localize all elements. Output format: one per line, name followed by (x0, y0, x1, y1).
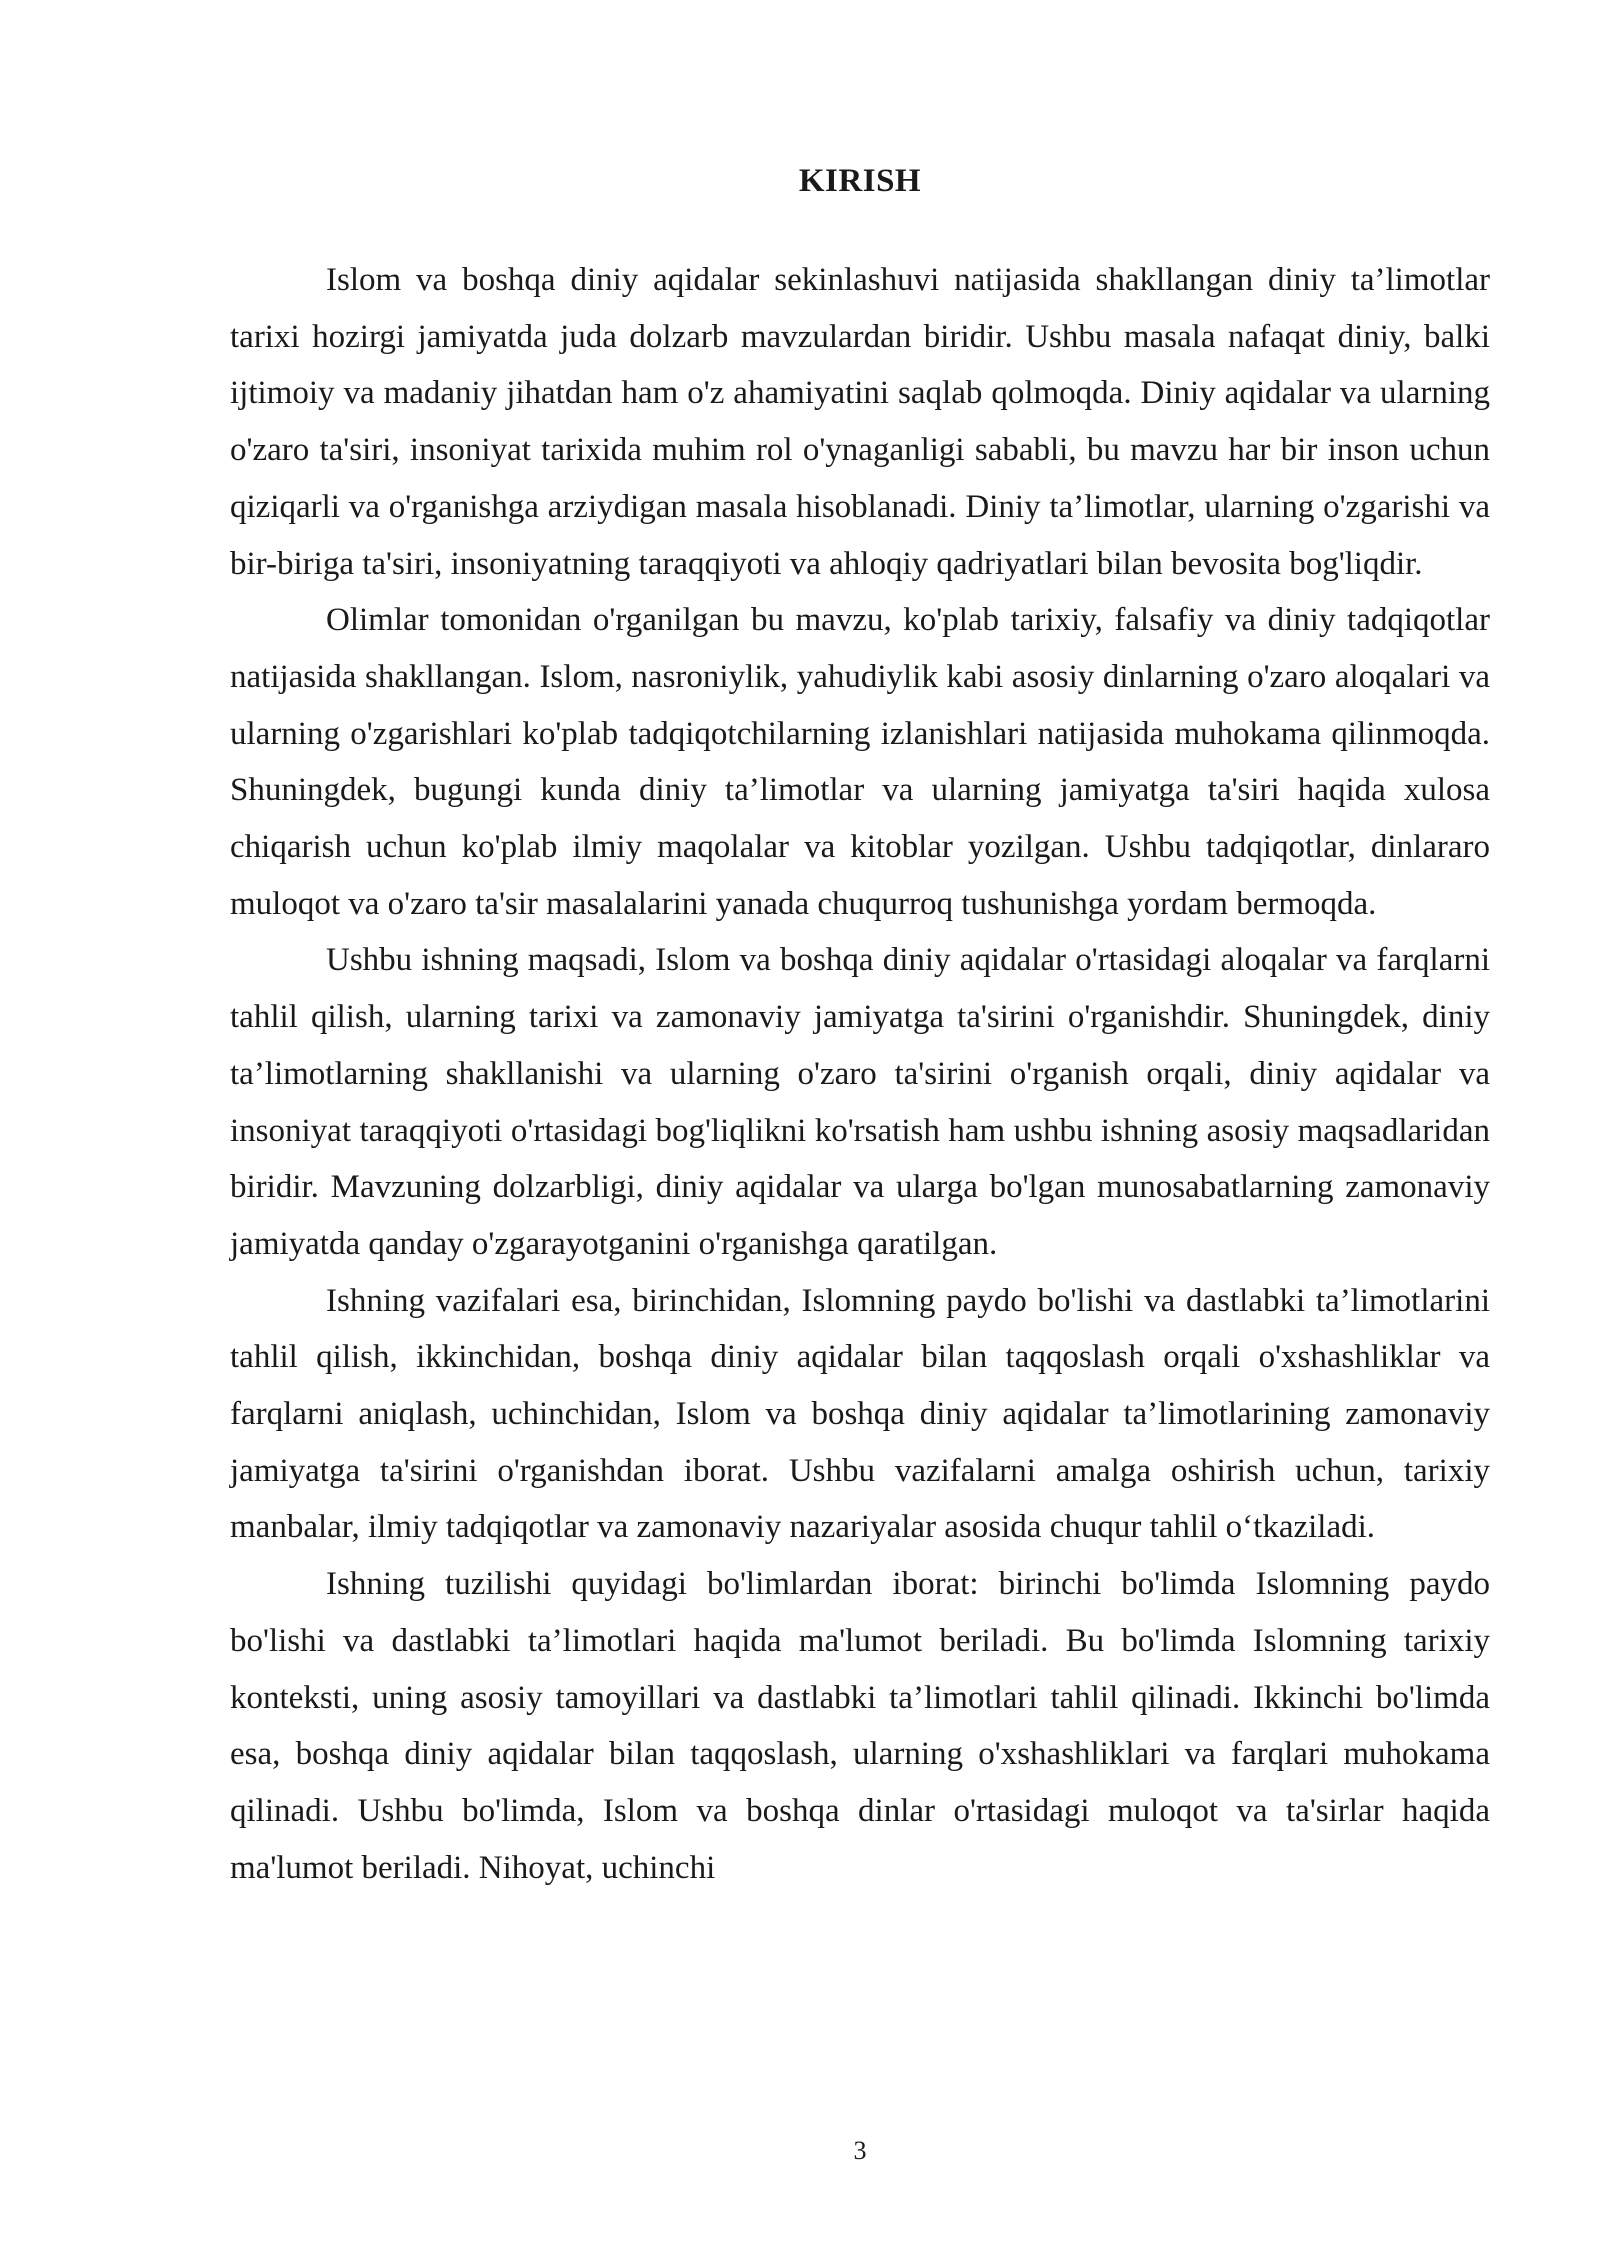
paragraph-3: Ushbu ishning maqsadi, Islom va boshqa diniy aqidalar o'rtasidagi aloqalar va farqlarni tahlil qilish, ularning tarixi va zamonaviy jamiyatga ta'sirini o'rganishdir. Shuningdek, diniy ta’limotlarning shakllanishi va ularning o'zaro ta'sirini o'rganish orqali, diniy aqidalar va insoniyat taraqqiyoti o'rtasidagi bog'liqlikni ko'rsatish ham ushbu ishning asosiy maqsadlaridan biridir. Mavzuning dolzarbligi, diniy aqidalar va ularga bo'lgan munosabatlarning zamonaviy jamiyatda qanday o'zgarayotganini o'rganishga qaratilgan. (230, 942, 1490, 1262)
paragraph-4: Ishning vazifalari esa, birinchidan, Islomning paydo bo'lishi va dastlabki ta’limotlarini tahlil qilish, ikkinchidan, boshqa diniy aqidalar bilan taqqoslash orqali o'xshashliklar va farqlarni aniqlash, uchinchidan, Islom va boshqa diniy aqidalar ta’limotlarining zamonaviy jamiyatga ta'sirini o'rganishdan iborat. Ushbu vazifalarni amalga oshirish uchun, tarixiy manbalar, ilmiy tadqiqotlar va zamonaviy nazariyalar asosida chuqur tahlil o‘tkaziladi. (230, 1282, 1490, 1546)
paragraph-5: Ishning tuzilishi quyidagi bo'limlardan iborat: birinchi bo'limda Islomning paydo bo'lishi va dastlabki ta’limotlari haqida ma'lumot beriladi. Bu bo'limda Islomning tarixiy konteksti, uning asosiy tamoyillari va dastlabki ta’limotlari tahlil qilinadi. Ikkinchi bo'limda esa, boshqa diniy aqidalar bilan taqqoslash, ularning o'xshashliklari va farqlari muhokama qilinadi. Ushbu bo'limda, Islom va boshqa dinlar o'rtasidagi muloqot va ta'sirlar haqida ma'lumot beriladi. Nihoyat, uchinchi (230, 1566, 1490, 1886)
paragraph-1: Islom va boshqa diniy aqidalar sekinlashuvi natijasida shakllangan diniy ta’limotlar tarixi hozirgi jamiyatda juda dolzarb mavzulardan biridir. Ushbu masala nafaqat diniy, balki ijtimoiy va madaniy jihatdan ham o'z ahamiyatini saqlab qolmoqda. Diniy aqidalar va ularning o'zaro ta'siri, insoniyat tarixida muhim rol o'ynaganligi sababli, bu mavzu har bir inson uchun qiziqarli va o'rganishga arziydigan masala hisoblanadi. Diniy ta’limotlar, ularning o'zgarishi va bir-biriga ta'siri, insoniyatning taraqqiyoti va ahloqiy qadriyatlari bilan bevosita bog'liqdir. (230, 262, 1490, 582)
document-body (230, 252, 1490, 1896)
paragraph-2: Olimlar tomonidan o'rganilgan bu mavzu, ko'plab tarixiy, falsafiy va diniy tadqiqotlar natijasida shakllangan. Islom, nasroniylik, yahudiylik kabi asosiy dinlarning o'zaro aloqalari va ularning o'zgarishlari ko'plab tadqiqotchilarning izlanishlari natijasida muhokama qilinmoqda. Shuningdek, bugungi kunda diniy ta’limotlar va ularning jamiyatga ta'siri haqida xulosa chiqarish uchun ko'plab ilmiy maqolalar va kitoblar yozilgan. Ushbu tadqiqotlar, dinlararo muloqot va o'zaro ta'sir masalalarini yanada chuqurroq tushunishga yordam bermoqda. (230, 602, 1490, 922)
page-number: 3 (853, 2136, 867, 2165)
page-title: KIRISH (798, 163, 922, 199)
